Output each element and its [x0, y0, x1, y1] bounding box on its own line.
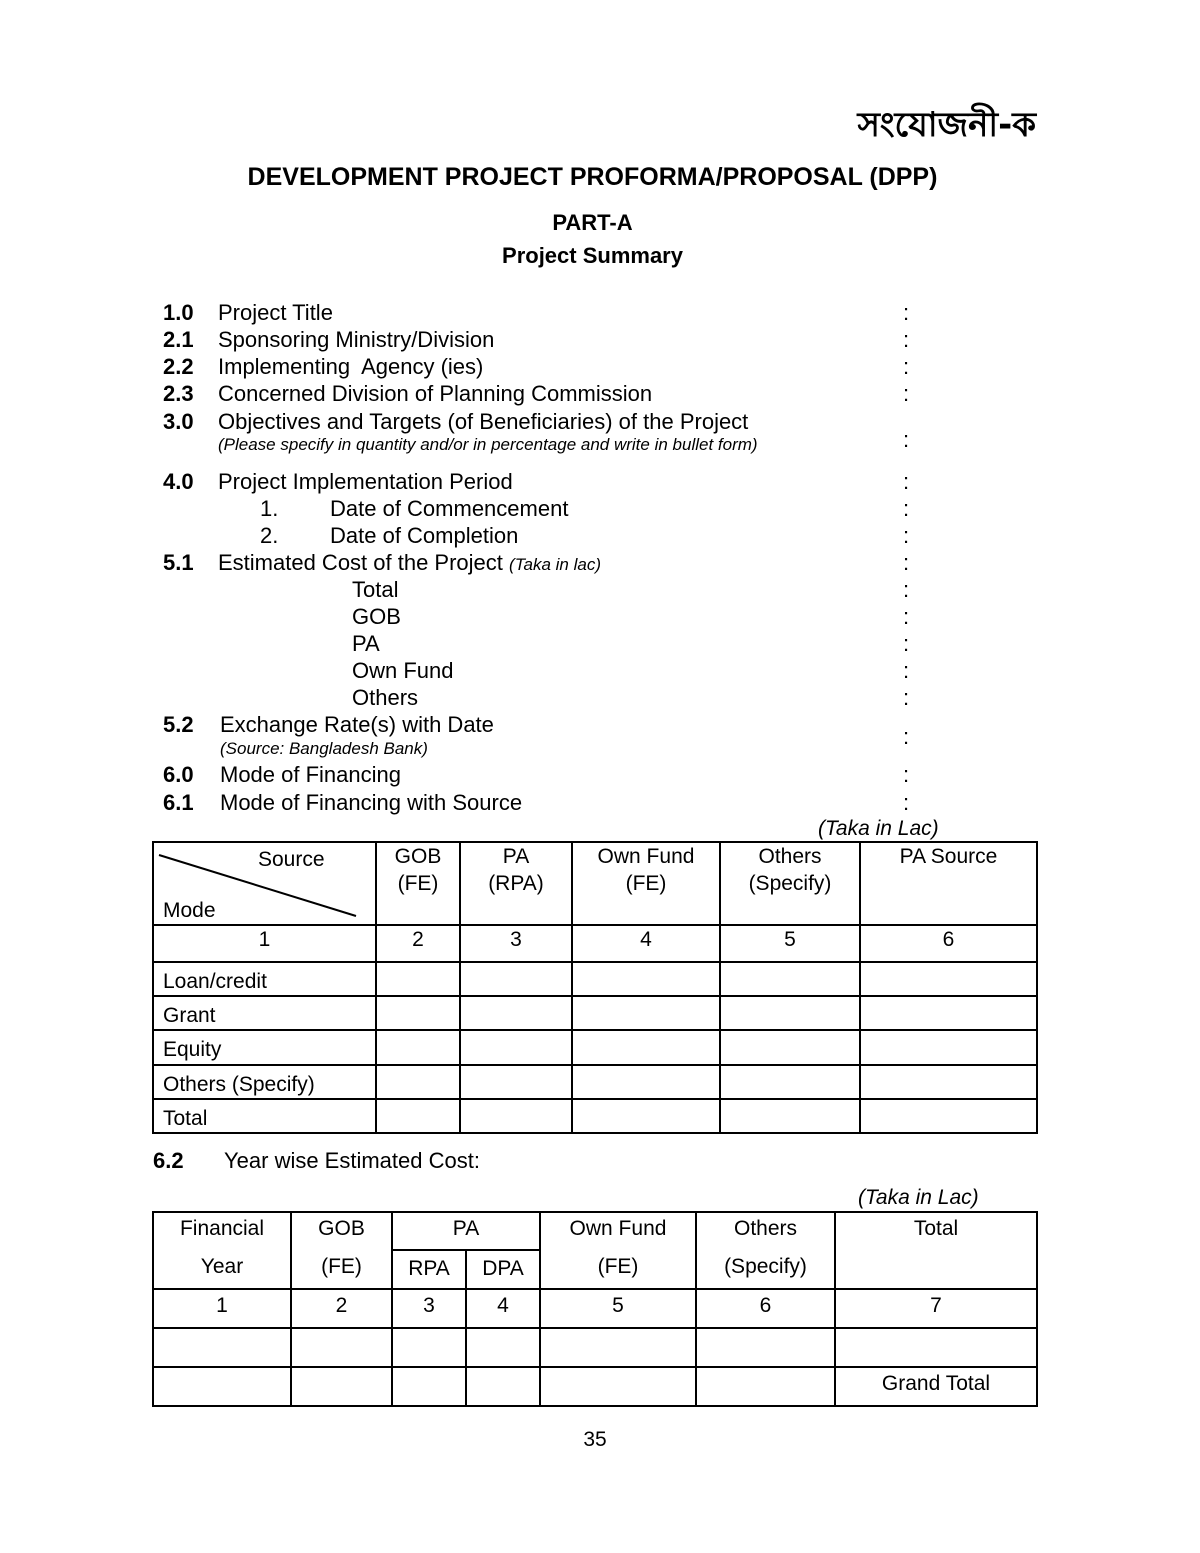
- header-gob: [376, 842, 460, 925]
- table-row: [153, 1065, 1037, 1099]
- table-cell[interactable]: [696, 1328, 835, 1367]
- item-colon: :: [903, 631, 910, 656]
- item-number: 6.0: [163, 762, 194, 787]
- row-label: Loan/credit: [153, 962, 376, 996]
- item-colon: :: [903, 577, 910, 602]
- header-line: PA: [502, 845, 530, 868]
- header-own-fund: [540, 1212, 696, 1289]
- header-dpa: DPA: [466, 1250, 540, 1289]
- row-label: Equity: [153, 1030, 376, 1065]
- col-number: 3: [460, 925, 572, 962]
- header-line: PA Source: [899, 845, 998, 868]
- corner-mode-label: Mode: [163, 899, 216, 922]
- item-label: PA: [352, 631, 380, 656]
- header-financial-year: [153, 1212, 291, 1289]
- item-number: 3.0: [163, 409, 194, 434]
- col-number: 5: [540, 1289, 696, 1328]
- table-row: [153, 1099, 1037, 1133]
- col-number: 3: [392, 1289, 466, 1328]
- item-colon: :: [903, 550, 910, 575]
- row-label: Grant: [153, 996, 376, 1030]
- table2-unit: (Taka in Lac): [858, 1186, 979, 1209]
- table-cell[interactable]: [720, 962, 860, 996]
- col-number: 6: [696, 1289, 835, 1328]
- table-cell[interactable]: [291, 1367, 392, 1406]
- table-cell[interactable]: [572, 1030, 720, 1065]
- item-number: 2.1: [163, 327, 194, 352]
- header-line: (FE): [397, 872, 439, 895]
- financing-table: [152, 841, 1038, 1134]
- item-label: [218, 549, 601, 578]
- document-title: DEVELOPMENT PROJECT PROFORMA/PROPOSAL (DPP): [247, 163, 938, 191]
- item-label: Concerned Division of Planning Commission: [218, 381, 653, 406]
- header-line: Financial: [179, 1217, 265, 1240]
- item-label: Others: [352, 685, 419, 710]
- item-colon: :: [903, 427, 910, 452]
- item-number: 4.0: [163, 469, 194, 494]
- objectives-note: (Please specify in quantity and/or in percentage and write in bullet form): [218, 435, 758, 454]
- table-cell[interactable]: [460, 1065, 572, 1099]
- exchange-rate-note: (Source: Bangladesh Bank): [220, 739, 428, 758]
- header-line: Others: [733, 1217, 798, 1240]
- item-number: 2.3: [163, 381, 194, 406]
- column-number-row: [153, 1289, 1037, 1328]
- header-line: (FE): [625, 872, 667, 895]
- table-cell[interactable]: [572, 1099, 720, 1133]
- table-row: [153, 996, 1037, 1030]
- header-line: Others: [758, 845, 822, 868]
- table-cell[interactable]: [572, 962, 720, 996]
- table-cell[interactable]: [376, 1030, 460, 1065]
- table-cell[interactable]: [572, 996, 720, 1030]
- table-header-row: [153, 842, 1037, 925]
- table-cell[interactable]: [572, 1065, 720, 1099]
- table-cell[interactable]: [376, 962, 460, 996]
- corner-cell: [153, 842, 376, 925]
- header-line: Year: [200, 1255, 244, 1278]
- header-line: (FE): [597, 1255, 639, 1278]
- header-pa-source: [860, 842, 1037, 925]
- annex-label: সংযোজনী-ক: [857, 105, 1036, 145]
- item-label: Project Implementation Period: [218, 469, 513, 494]
- corner-source-label: Source: [258, 848, 325, 871]
- header-gob: [291, 1212, 392, 1289]
- part-label: PART-A: [552, 210, 633, 235]
- item-colon: :: [903, 354, 910, 379]
- col-number: 7: [835, 1289, 1037, 1328]
- year-wise-cost-table: [152, 1211, 1038, 1407]
- item-colon: :: [903, 300, 910, 325]
- header-line: (RPA): [488, 872, 544, 895]
- item-number: 6.1: [163, 790, 194, 815]
- col-number: 2: [376, 925, 460, 962]
- item-colon: :: [903, 327, 910, 352]
- column-number-row: [153, 925, 1037, 962]
- table-cell[interactable]: [466, 1367, 540, 1406]
- col-number: 5: [720, 925, 860, 962]
- table-cell[interactable]: [720, 1030, 860, 1065]
- table1-unit: (Taka in Lac): [818, 817, 939, 840]
- item-colon: :: [903, 469, 910, 494]
- item-label: Sponsoring Ministry/Division: [218, 327, 495, 352]
- table-cell[interactable]: [696, 1367, 835, 1406]
- header-pa: [460, 842, 572, 925]
- table-cell[interactable]: [460, 1030, 572, 1065]
- header-line: (Specify): [724, 1255, 807, 1278]
- header-own-fund: [572, 842, 720, 925]
- item-colon: :: [903, 762, 910, 787]
- item-number: 2.2: [163, 354, 194, 379]
- header-line: GOB: [318, 1217, 365, 1240]
- header-line: Own Fund: [597, 845, 695, 868]
- header-others: [696, 1212, 835, 1289]
- table-cell[interactable]: [291, 1328, 392, 1367]
- item-number: 6.2: [153, 1148, 184, 1173]
- item-colon: :: [903, 523, 910, 548]
- header-line: GOB: [394, 845, 442, 868]
- table-cell[interactable]: [860, 996, 1037, 1030]
- item-number: 1.0: [163, 300, 194, 325]
- col-number: 4: [572, 925, 720, 962]
- table-cell[interactable]: [540, 1328, 696, 1367]
- table-cell[interactable]: [376, 996, 460, 1030]
- item-label: Date of Commencement: [330, 496, 569, 521]
- item-label: GOB: [352, 604, 401, 629]
- item-colon: :: [903, 685, 910, 710]
- table-cell[interactable]: [392, 1367, 466, 1406]
- table-cell[interactable]: [392, 1328, 466, 1367]
- col-number: 6: [860, 925, 1037, 962]
- grand-total-label: Grand Total: [835, 1367, 1037, 1406]
- item-colon: :: [903, 790, 910, 815]
- table-cell[interactable]: [540, 1367, 696, 1406]
- col-number: 1: [153, 1289, 291, 1328]
- item-colon: :: [903, 658, 910, 683]
- item-label-text: Estimated Cost of the Project: [218, 550, 503, 575]
- item-number: 2.: [260, 523, 279, 548]
- item-label: Year wise Estimated Cost:: [224, 1148, 480, 1173]
- table-cell[interactable]: [376, 1099, 460, 1133]
- item-label: Implementing Agency (ies): [218, 354, 484, 379]
- header-total: Total: [835, 1212, 1037, 1289]
- item-colon: :: [903, 604, 910, 629]
- item-colon: :: [903, 381, 910, 406]
- item-label: Objectives and Targets (of Beneficiaries) of the Project: [218, 409, 749, 434]
- header-others: [720, 842, 860, 925]
- item-label: Date of Completion: [330, 523, 519, 548]
- header-line: (FE): [321, 1255, 362, 1278]
- table-cell[interactable]: [720, 1099, 860, 1133]
- item-label: Own Fund: [352, 658, 454, 683]
- table-cell[interactable]: [860, 962, 1037, 996]
- col-number: 4: [466, 1289, 540, 1328]
- header-pa: PA: [392, 1212, 540, 1250]
- table-row: [153, 1328, 1037, 1367]
- table-cell[interactable]: [466, 1328, 540, 1367]
- table-row: [153, 1030, 1037, 1065]
- table-cell[interactable]: [153, 1328, 291, 1367]
- col-number: 2: [291, 1289, 392, 1328]
- item-label: Mode of Financing: [220, 762, 401, 787]
- table-cell[interactable]: [460, 996, 572, 1030]
- table-cell[interactable]: [153, 1367, 291, 1406]
- table-cell[interactable]: [860, 1065, 1037, 1099]
- header-line: Own Fund: [569, 1217, 667, 1240]
- item-colon: :: [903, 496, 910, 521]
- table-cell[interactable]: [835, 1328, 1037, 1367]
- col-number: 1: [153, 925, 376, 962]
- table-cell[interactable]: [860, 1030, 1037, 1065]
- header-rpa: RPA: [392, 1250, 466, 1289]
- row-label: Total: [153, 1099, 376, 1133]
- table-cell[interactable]: [860, 1099, 1037, 1133]
- item-label: Project Title: [218, 300, 333, 325]
- page-number: 35: [583, 1428, 607, 1451]
- table-cell[interactable]: [376, 1065, 460, 1099]
- table-row: [153, 1367, 1037, 1406]
- header-line: (Specify): [748, 872, 832, 895]
- cost-unit-note: (Taka in lac): [509, 555, 601, 574]
- table-cell[interactable]: [460, 1099, 572, 1133]
- table-row: [153, 962, 1037, 996]
- item-label: Total: [352, 577, 399, 602]
- item-label: Exchange Rate(s) with Date: [220, 712, 494, 737]
- row-label: Others (Specify): [153, 1065, 376, 1099]
- item-colon: :: [903, 724, 910, 749]
- item-number: 5.2: [163, 712, 194, 737]
- table-cell[interactable]: [460, 962, 572, 996]
- item-number: 5.1: [163, 550, 194, 575]
- table-cell[interactable]: [720, 996, 860, 1030]
- table-cell[interactable]: [720, 1065, 860, 1099]
- section-subtitle: Project Summary: [502, 243, 683, 268]
- table-header-row: [153, 1212, 1037, 1250]
- item-number: 1.: [260, 496, 279, 521]
- item-label: Mode of Financing with Source: [220, 790, 523, 815]
